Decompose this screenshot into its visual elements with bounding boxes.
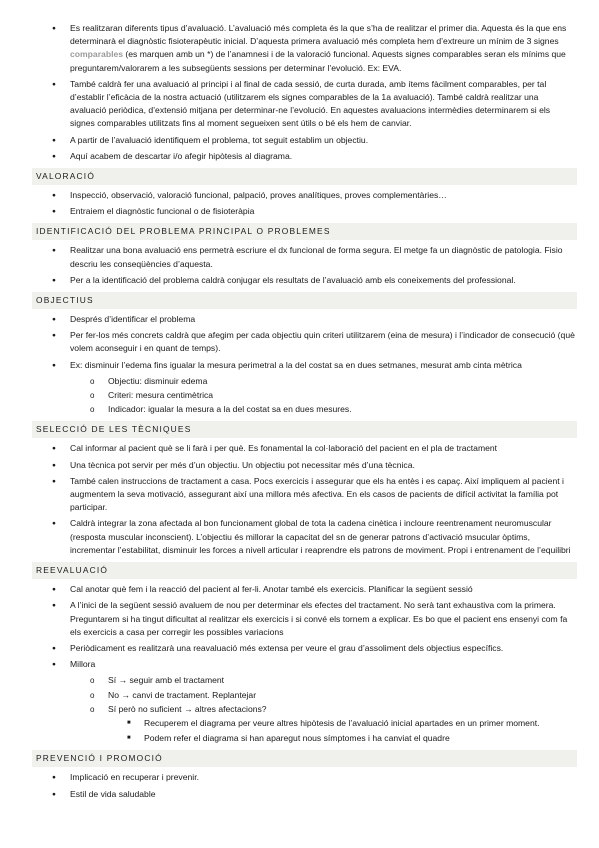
reavaluacio-list [0, 583, 599, 745]
sub-list-item: o Indicador: igualar la mesura a la del costat sa en dues mesures. [0, 403, 599, 416]
list-item: ● Cal informar al pacient què se li farà i per què. Es fonamental la col·laboració del pacient en el pla de tractament [0, 442, 599, 455]
list-item [0, 22, 599, 75]
sub-list-item: o Criteri: mesura centimètrica [0, 389, 599, 402]
sub-sub-list-item: ■ Recuperem el diagrama per veure altres hipòtesis de l’avaluació inicial apartades en un primer moment. [0, 717, 599, 730]
list-item: ● També caldrà fer una avaluació al principi i al final de cada sessió, de curta durada, amb ítems fàcilment comparables, per tal d’establir l’eficàcia de la nostra actuació (utilitzarem els signes comparables de la 1a avaluació). També caldrà realitzar una avaluació periòdica, d’extensió mitjana per determinar-ne l’evolució. En aquestes avaluacions intermèdies determinarem si els signes comparables utilitzats fins al moment segueixen sent útils o bé els hem de canviar. [0, 78, 599, 131]
section-heading-prevencio: PREVENCIÓ I PROMOCIÓ [32, 750, 577, 767]
section-heading-seleccio: SELECCIÓ DE LES TÈCNIQUES [32, 421, 577, 438]
list-item: ● A partir de l’avaluació identifiquem el problema, tot seguit establim un objectiu. [0, 134, 599, 147]
section-heading-valoracio: VALORACIÓ [32, 168, 577, 185]
sub-list-item: o Objectiu: disminuir edema [0, 375, 599, 388]
list-item: ● Per fer-los més concrets caldrà que afegim per cada objectiu quin criteri utilitzarem (eina de mesura) i l’indicador de consecució (què volem aconseguir i en quant de temps). [0, 329, 599, 355]
objectius-list [0, 313, 599, 416]
list-item: ● Periòdicament es realitzarà una reavaluació més extensa per veure el grau d’assoliment dels objectius específics. [0, 642, 599, 655]
section-heading-reavaluacio: REEVALUACIÓ [32, 562, 577, 579]
highlight-text: comparables [70, 49, 124, 60]
list-item: ● Entraiem el diagnòstic funcional o de fisioteràpia [0, 205, 599, 218]
section-heading-identificacio: IDENTIFICACIÓ DEL PROBLEMA PRINCIPAL O PROBLEMES [32, 223, 577, 240]
valoracio-list [0, 189, 599, 218]
list-item: ● Ex: disminuir l’edema fins igualar la mesura perimetral a la del costat sa en dues setmanes, mesurat amb cinta mètrica [0, 359, 599, 372]
list-item: ● Cal anotar què fem i la reacció del pacient al fer-li. Anotar també els exercicis. Planificar la següent sessió [0, 583, 599, 596]
seleccio-list [0, 442, 599, 557]
sub-list-item: o No → canvi de tractament. Replantejar [0, 689, 599, 702]
list-item: ● Realitzar una bona avaluació ens permetrà escriure el dx funcional de forma segura. El metge fa un diagnòstic de patologia. Fisio descriu les conseqüències d’aquesta. [0, 244, 599, 270]
list-item: ● Caldrà integrar la zona afectada al bon funcionament global de tota la cadena cinètica i incloure reentrenament neuromuscular (resposta muscular inconscient). L’objectiu és millorar la capacitat del sn de generar patrons d’activació msucular òptims, incrementar l’estabilitat, disminuir les forces a nivell articular i reaprendre els patrons de moviment. Propi i entrenament de l’equilibri [0, 517, 599, 557]
intro-text: Es realitzaran diferents tipus d’avaluació. L’avaluació més completa és la que s’ha de realitzar el primer dia. Aquesta és la que ens determinarà el diagnòstic fisioterapèutic inicial. D’aquesta primera avaluació més completa hem d’extreure un mínim de 3 signes [70, 23, 567, 47]
intro-list [0, 22, 599, 163]
list-item: ● Estil de vida saludable [0, 788, 599, 801]
section-heading-objectius: OBJECTIUS [32, 292, 577, 309]
intro-text: (es marquen amb un *) de l’anamnesi i de la valoració funcional. Aquests signes comparables seran els mínims que preguntarem/valorarem a les subsegüents sessions per determinar l’evolució. Ex: EVA. [70, 49, 566, 73]
sub-list-item: o Sí → seguir amb el tractament [0, 674, 599, 687]
identificacio-list [0, 244, 599, 287]
sub-sub-list-item: ■ Podem refer el diagrama si han aparegut nous símptomes i ha canviat el quadre [0, 732, 599, 745]
prevencio-list [0, 771, 599, 800]
list-item: ● A l’inici de la següent sessió avaluem de nou per determinar els efectes del tractament. No serà tant exhaustiva com la primera. Preguntarem si ha tingut dificultat al realitzar els exercicis i si convé els tornem a explicar. Es bo que el pacient ens ensenyi com fa els exercicis a casa per corregir les possibles variacions [0, 599, 599, 639]
list-item: ● Inspecció, observació, valoració funcional, palpació, proves analítiques, proves complementàries… [0, 189, 599, 202]
list-item: ● Una tècnica pot servir per més d’un objectiu. Un objectiu pot necessitar més d’una tècnica. [0, 459, 599, 472]
sub-list-item: o Sí però no suficient → altres afectacions? [0, 703, 599, 716]
list-item: ● També calen instruccions de tractament a casa. Pocs exercicis i assegurar que els ha entès i es capaç. Així impliquem al pacient i augmentem la seva motivació, assegurant així una millora més afectiva. En els casos de pacients de difícil activitat la família pot participar. [0, 475, 599, 515]
list-item: ● Després d’identificar el problema [0, 313, 599, 326]
list-item: ● Aquí acabem de descartar i/o afegir hipòtesis al diagrama. [0, 150, 599, 163]
list-item: ● Per a la identificació del problema caldrà conjugar els resultats de l’avaluació amb els coneixements del professional. [0, 274, 599, 287]
list-item: ● Implicació en recuperar i prevenir. [0, 771, 599, 784]
list-item: ● Millora [0, 658, 599, 671]
